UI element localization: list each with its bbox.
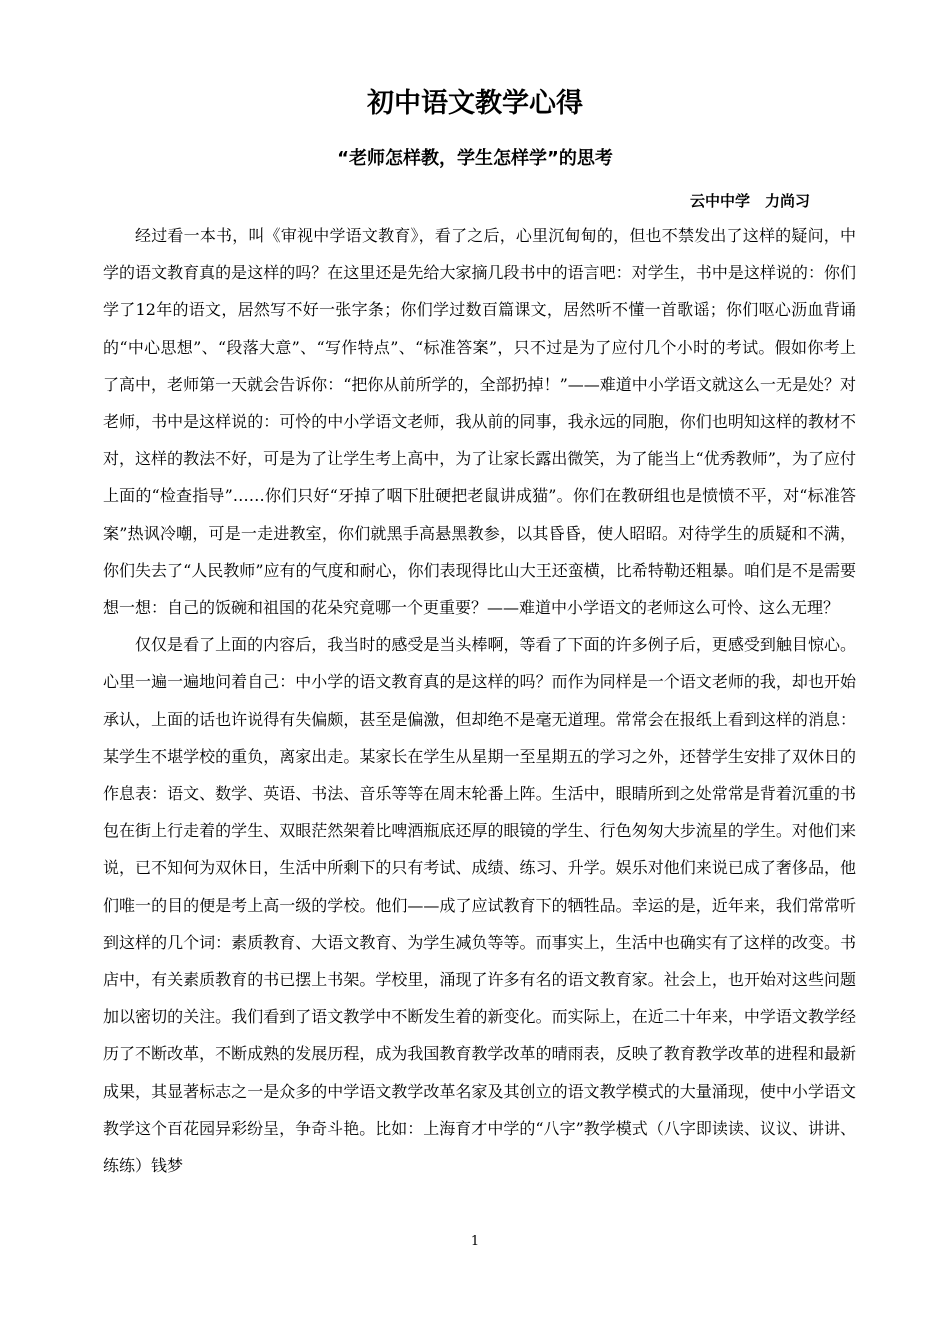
paragraph-1: 经过看一本书，叫《审视中学语文教育》，看了之后，心里沉甸甸的，但也不禁发出了这样的疑问，中学的语文教育真的是这样的吗？在这里还是先给大家摘几段书中的语言吧：对学生，书中是这样说的：你们学了12年的语文，居然写不好一张字条；你们学过数百篇课文，居然听不懂一首歌谣；你们呕心沥血背诵的“中心思想”、“段落大意”、“写作特点”、“标准答案”，只不过是为了应付几个小时的考试。假如你考上了高中，老师第一天就会告诉你：“把你从前所学的，全部扔掉！”——难道中小学语文就这么一无是处？对老师，书中是这样说的：可怜的中小学语文老师，我从前的同事，我永远的同胞，你们也明知这样的教材不对，这样的教法不好，可是为了让学生考上高中，为了让家长露出微笑，为了能当上“优秀教师”，为了应付上面的“检查指导”……你们只好“牙掉了咽下肚硬把老鼠讲成猫”。你们在教研组也是愤愤不平，对“标准答案”热讽冷嘲，可是一走进教室，你们就黑手高悬黑教参，以其昏昏，使人昭昭。对待学生的质疑和不满，你们失去了“人民教师”应有的气度和耐心，你们表现得比山大王还蛮横，比希特勒还粗暴。咱们是不是需要想一想：自己的饭碗和祖国的花朵究竟哪一个更重要？——难道中小学语文的老师这么可怜、这么无理？	[103, 226, 856, 618]
author-line: 云中中学 力尚习	[689, 192, 810, 210]
document-subtitle: “老师怎样教，学生怎样学”的思考	[337, 148, 613, 169]
paragraph-2: 仅仅是看了上面的内容后，我当时的感受是当头棒啊，等看了下面的许多例子后，更感受到触目惊心。心里一遍一遍地问着自己：中小学的语文教育真的是这样的吗？而作为同样是一个语文老师的我，却也开始承认，上面的话也许说得有失偏颇，甚至是偏激，但却绝不是毫无道理。常常会在报纸上看到这样的消息：某学生不堪学校的重负，离家出走。某家长在学生从星期一至星期五的学习之外，还替学生安排了双休日的作息表：语文、数学、英语、书法、音乐等等在周末轮番上阵。生活中，眼睛所到之处常常是背着沉重的书包在街上行走着的学生、双眼茫然架着比啤酒瓶底还厚的眼镜的学生、行色匆匆大步流星的学生。对他们来说，已不知何为双休日，生活中所剩下的只有考试、成绩、练习、升学。娱乐对他们来说已成了奢侈品，他们唯一的目的便是考上高一级的学校。他们——成了应试教育下的牺牲品。幸运的是，近年来，我们常常听到这样的几个词：素质教育、大语文教育、为学生减负等等。而事实上，生活中也确实有了这样的改变。书店中，有关素质教育的书已摆上书架。学校里，涌现了许多有名的语文教育家。社会上，也开始对这些问题加以密切的关注。我们看到了语文教学中不断发生着的新变化。而实际上，在近二十年来，中学语文教学经历了不断改革，不断成熟的发展历程，成为我国教育教学改革的晴雨表，反映了教育教学改革的进程和最新成果，其显著标志之一是众多的中学语文教学改革名家及其创立的语文教学模式的大量涌现，使中小学语文教学这个百花园异彩纷呈，争奇斗艳。比如：上海育才中学的“八字”教学模式（八字即读读、议议、讲讲、练练）钱梦	[103, 635, 856, 1176]
document-title: 初中语文教学心得	[367, 88, 583, 119]
page-number: 1	[470, 1234, 480, 1249]
document-body	[103, 217, 856, 1184]
